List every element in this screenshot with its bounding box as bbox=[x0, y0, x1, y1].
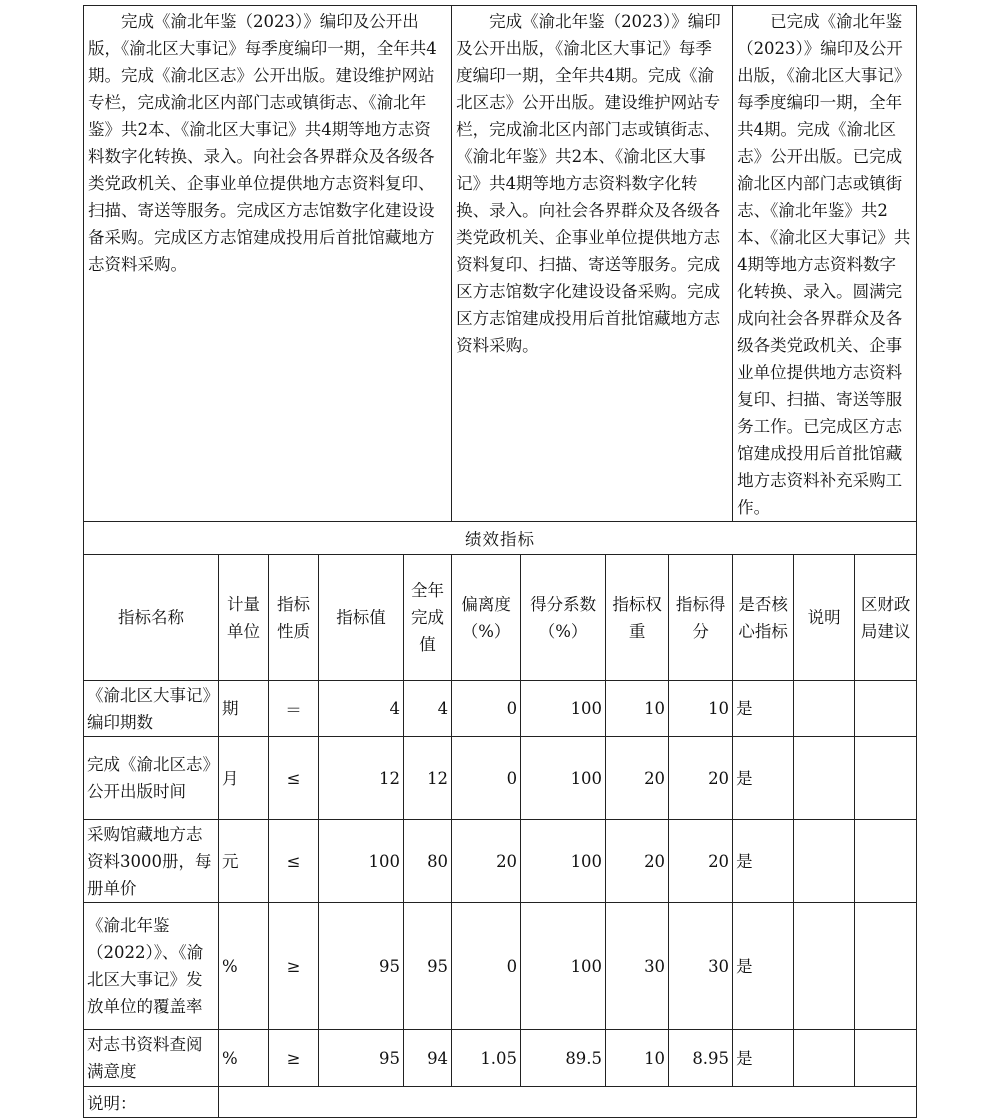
actual-text: 已完成《渝北年鉴（2023）》编印及公开出版，《渝北区大事记》每季度编印一期，全年共4期。完成《渝北区志》公开出版。已完成渝北区内部门志或镇街志、《渝北年鉴》共2本、《渝北区大事记》共4期等地方志资料数字化转换、录入。圆满完成向社会各界群众及各级各类党政机关、企事业单位提供地方志资料复印、扫描、寄送等服务工作。已完成区方志馆建成投用后首批馆藏地方志资料补充采购工作。 bbox=[737, 12, 911, 517]
table-row bbox=[84, 820, 917, 903]
note-row bbox=[84, 1087, 917, 1118]
indicator-score: 20 bbox=[669, 820, 733, 903]
indicator-coef: 100 bbox=[521, 737, 606, 820]
actual-cell bbox=[733, 6, 917, 522]
table-row bbox=[84, 903, 917, 1030]
header-deviation: 偏离度（%） bbox=[452, 555, 521, 681]
indicator-weight: 20 bbox=[606, 820, 669, 903]
indicator-coef: 89.5 bbox=[521, 1030, 606, 1087]
indicator-actual: 12 bbox=[404, 737, 452, 820]
header-unit: 计量单位 bbox=[219, 555, 269, 681]
indicator-name: 完成《渝北区志》公开出版时间 bbox=[84, 737, 219, 820]
indicator-actual: 4 bbox=[404, 681, 452, 737]
header-weight: 指标权重 bbox=[606, 555, 669, 681]
indicator-name: 对志书资料查阅满意度 bbox=[84, 1030, 219, 1087]
indicator-core: 是 bbox=[733, 820, 794, 903]
header-name: 指标名称 bbox=[84, 555, 219, 681]
indicator-remark bbox=[794, 681, 855, 737]
header-actual: 全年完成值 bbox=[404, 555, 452, 681]
plan-text: 完成《渝北年鉴（2023）》编印及公开出版，《渝北区大事记》每季度编印一期，全年共4期。完成《渝北区志》公开出版。建设维护网站专栏，完成渝北区内部门志或镇街志、《渝北年鉴》共2本、《渝北区大事记》共4期等地方志资料数字化转换、录入。向社会各界群众及各级各类党政机关、企事业单位提供地方志资料复印、扫描、寄送等服务。完成区方志馆数字化建设设备采购。完成区方志馆建成投用后首批馆藏地方志资料采购。 bbox=[88, 12, 437, 274]
note-label: 说明： bbox=[84, 1087, 219, 1118]
indicator-score: 30 bbox=[669, 903, 733, 1030]
indicator-finance bbox=[855, 1030, 917, 1087]
indicator-finance bbox=[855, 737, 917, 820]
indicator-score: 8.95 bbox=[669, 1030, 733, 1087]
header-core: 是否核心指标 bbox=[733, 555, 794, 681]
indicator-core: 是 bbox=[733, 681, 794, 737]
performance-table bbox=[83, 5, 917, 1118]
indicator-weight: 10 bbox=[606, 681, 669, 737]
indicator-deviation: 0 bbox=[452, 681, 521, 737]
indicator-coef: 100 bbox=[521, 681, 606, 737]
header-row bbox=[84, 555, 917, 681]
table-row bbox=[84, 737, 917, 820]
indicator-score: 20 bbox=[669, 737, 733, 820]
summary-row bbox=[84, 6, 917, 522]
indicator-coef: 100 bbox=[521, 903, 606, 1030]
indicator-deviation: 0 bbox=[452, 737, 521, 820]
plan-cell bbox=[84, 6, 452, 522]
section-title: 绩效指标 bbox=[84, 522, 917, 555]
header-score: 指标得分 bbox=[669, 555, 733, 681]
indicator-weight: 10 bbox=[606, 1030, 669, 1087]
indicator-unit: 期 bbox=[219, 681, 269, 737]
header-finance: 区财政局建议 bbox=[855, 555, 917, 681]
indicator-unit: 元 bbox=[219, 820, 269, 903]
note-text bbox=[219, 1087, 917, 1118]
indicator-value: 12 bbox=[319, 737, 404, 820]
table-row bbox=[84, 1030, 917, 1087]
target-text: 完成《渝北年鉴（2023）》编印及公开出版，《渝北区大事记》每季度编印一期，全年共4期。完成《渝北区志》公开出版。建设维护网站专栏，完成渝北区内部门志或镇街志、《渝北年鉴》共2本、《渝北区大事记》共4期等地方志资料数字化转换、录入。向社会各界群众及各级各类党政机关、企事业单位提供地方志资料复印、扫描、寄送等服务。完成区方志馆数字化建设设备采购。完成区方志馆建成投用后首批馆藏地方志资料采购。 bbox=[456, 12, 721, 355]
indicator-unit: % bbox=[219, 1030, 269, 1087]
indicator-score: 10 bbox=[669, 681, 733, 737]
indicator-remark bbox=[794, 737, 855, 820]
indicator-unit: 月 bbox=[219, 737, 269, 820]
indicator-weight: 20 bbox=[606, 737, 669, 820]
indicator-core: 是 bbox=[733, 1030, 794, 1087]
indicator-value: 4 bbox=[319, 681, 404, 737]
indicator-nature: ＝ bbox=[269, 681, 319, 737]
indicator-deviation: 20 bbox=[452, 820, 521, 903]
target-cell bbox=[452, 6, 733, 522]
indicator-name: 《渝北年鉴（2022）》、《渝北区大事记》发放单位的覆盖率 bbox=[84, 903, 219, 1030]
indicator-remark bbox=[794, 820, 855, 903]
indicator-coef: 100 bbox=[521, 820, 606, 903]
indicator-finance bbox=[855, 681, 917, 737]
header-nature: 指标性质 bbox=[269, 555, 319, 681]
indicator-deviation: 0 bbox=[452, 903, 521, 1030]
indicator-value: 100 bbox=[319, 820, 404, 903]
indicator-nature: ≥ bbox=[269, 1030, 319, 1087]
header-remark: 说明 bbox=[794, 555, 855, 681]
section-row bbox=[84, 522, 917, 555]
indicator-name: 采购馆藏地方志资料3000册，每册单价 bbox=[84, 820, 219, 903]
table-row bbox=[84, 681, 917, 737]
header-value: 指标值 bbox=[319, 555, 404, 681]
indicator-actual: 94 bbox=[404, 1030, 452, 1087]
indicator-unit: % bbox=[219, 903, 269, 1030]
indicator-finance bbox=[855, 903, 917, 1030]
performance-report bbox=[83, 5, 916, 1118]
indicator-remark bbox=[794, 903, 855, 1030]
indicator-nature: ≤ bbox=[269, 820, 319, 903]
indicator-nature: ≤ bbox=[269, 737, 319, 820]
indicator-name: 《渝北区大事记》编印期数 bbox=[84, 681, 219, 737]
indicator-remark bbox=[794, 1030, 855, 1087]
indicator-value: 95 bbox=[319, 1030, 404, 1087]
indicator-finance bbox=[855, 820, 917, 903]
indicator-nature: ≥ bbox=[269, 903, 319, 1030]
indicator-core: 是 bbox=[733, 903, 794, 1030]
indicator-weight: 30 bbox=[606, 903, 669, 1030]
indicator-actual: 95 bbox=[404, 903, 452, 1030]
header-coef: 得分系数（%） bbox=[521, 555, 606, 681]
indicator-deviation: 1.05 bbox=[452, 1030, 521, 1087]
indicator-core: 是 bbox=[733, 737, 794, 820]
indicator-actual: 80 bbox=[404, 820, 452, 903]
indicator-value: 95 bbox=[319, 903, 404, 1030]
